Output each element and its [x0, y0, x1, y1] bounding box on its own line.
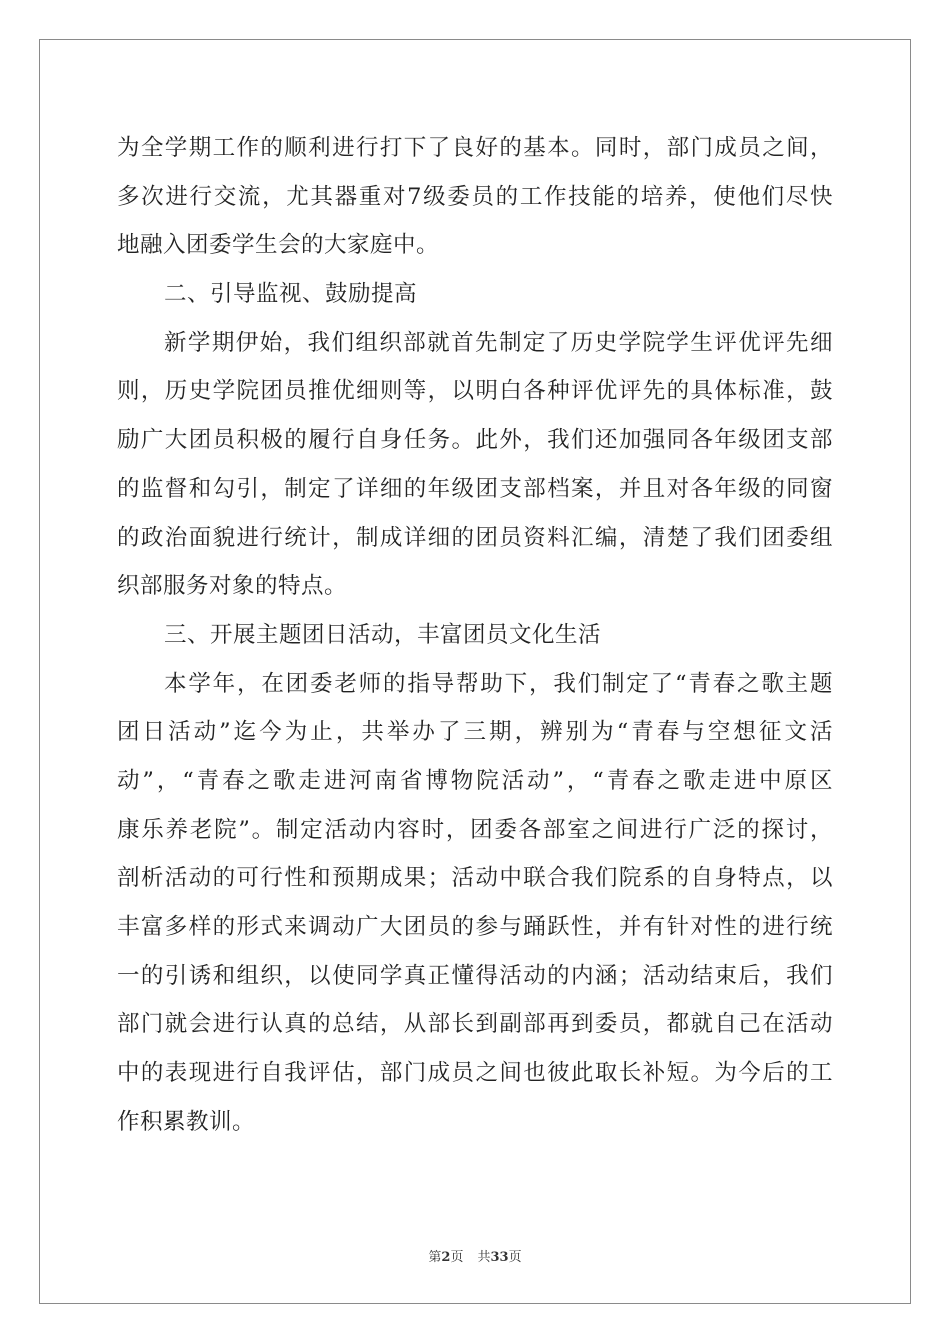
text-line-9: 的政治面貌进行统计，制成详细的团员资料汇编，清楚了我们团委组 [117, 524, 833, 551]
text-line-17: 丰富多样的形式来调动广大团员的参与踊跃性，并有针对性的进行统 [117, 914, 833, 940]
text-line-21: 作积累教训。 [117, 1108, 256, 1135]
text-line-16: 剖析活动的可行性和预期成果；活动中联合我们院系的自身特点，以 [117, 865, 833, 892]
footer-page-number: 2 [441, 1250, 451, 1265]
document-body [117, 124, 833, 1146]
text-line-7: 励广大团员积极的履行自身任务。此外，我们还加强同各年级团支部 [117, 427, 833, 454]
text-line-19: 部门就会进行认真的总结，从部长到副部再到委员，都就自己在活动 [117, 1011, 833, 1038]
text-line-14: 动”，“青春之歌走进河南省博物院活动”，“青春之歌走进中原区 [117, 767, 833, 794]
section-heading-3: 三、开展主题团日活动，丰富团员文化生活 [164, 621, 602, 648]
text-line-1: 为全学期工作的顺利进行打下了良好的基本。同时，部门成员之间， [117, 135, 833, 161]
text-line-6: 则，历史学院团员推优细则等，以明白各种评优评先的具体标准，鼓 [117, 378, 833, 405]
text-line-12: 本学年，在团委老师的指导帮助下，我们制定了“青春之歌主题 [164, 670, 833, 697]
text-line-8: 的监督和勾引，制定了详细的年级团支部档案，并且对各年级的同窗 [117, 475, 833, 502]
footer-page-suffix: 页 [450, 1250, 464, 1265]
footer-total-pages: 33 [490, 1250, 509, 1265]
text-line-10: 织部服务对象的特点。 [117, 573, 348, 600]
text-line-5: 新学期伊始，我们组织部就首先制定了历史学院学生评优评先细 [164, 329, 833, 356]
text-line-18: 一的引诱和组织，以使同学真正懂得活动的内涵；活动结束后，我们 [117, 962, 833, 989]
text-line-20: 中的表现进行自我评估，部门成员之间也彼此取长补短。为今后的工 [117, 1060, 833, 1087]
text-line-2: 多次进行交流，尤其器重对7级委员的工作技能的培养，使他们尽快 [117, 183, 833, 210]
text-line-15: 康乐养老院”。制定活动内容时，团委各部室之间进行广泛的探讨， [117, 816, 833, 843]
text-line-13: 团日活动”迄今为止，共举办了三期，辨别为“青春与空想征文活 [117, 719, 833, 746]
section-heading-2: 二、引导监视、鼓励提高 [164, 281, 418, 308]
footer-page-prefix: 第 [428, 1250, 442, 1265]
text-line-3: 地融入团委学生会的大家庭中。 [117, 232, 440, 259]
footer-total-suffix: 页 [508, 1250, 522, 1265]
page-footer [0, 1246, 950, 1265]
footer-total-prefix: 共 [477, 1250, 491, 1265]
